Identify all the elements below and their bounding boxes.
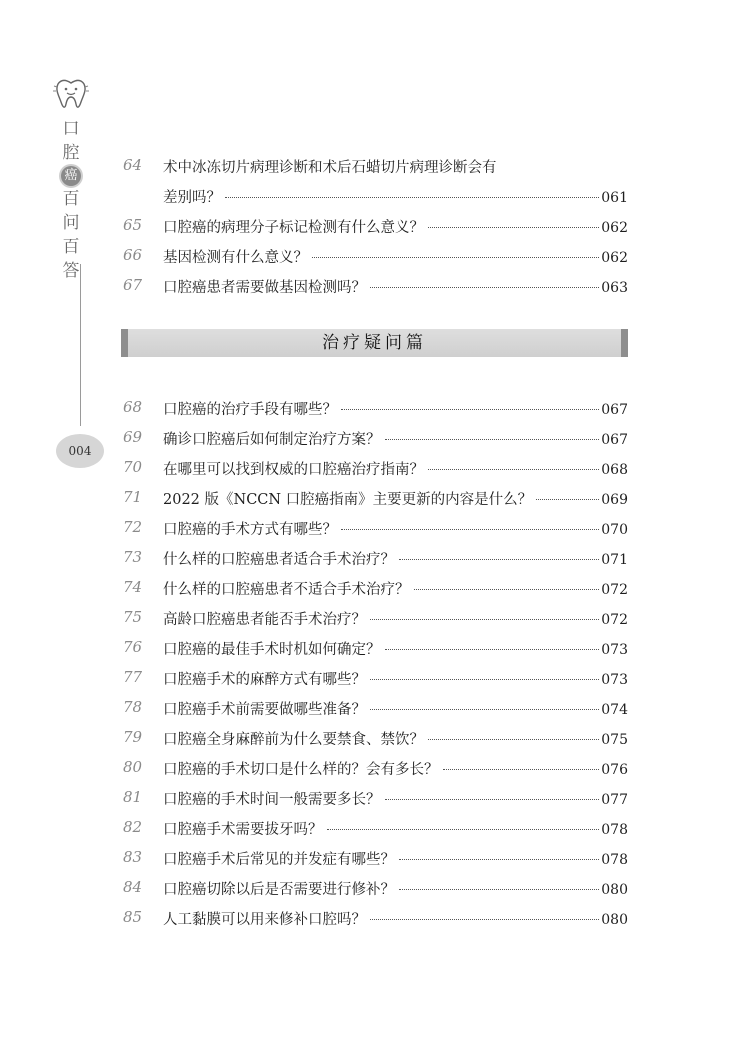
entry-title: 口腔癌手术后常见的并发症有哪些？ xyxy=(163,852,395,868)
leader-dots xyxy=(370,709,599,710)
entry-title: 口腔癌的治疗手段有哪些？ xyxy=(163,402,337,418)
entry-title: 基因检测有什么意义？ xyxy=(163,250,308,266)
toc-entry[interactable] xyxy=(123,270,628,300)
entry-number: 72 xyxy=(123,518,143,536)
entry-title: 口腔癌的最佳手术时机如何确定？ xyxy=(163,642,381,658)
entry-title: 术中冰冻切片病理诊断和术后石蜡切片病理诊断会有 xyxy=(163,160,497,176)
entry-page: 068 xyxy=(601,462,628,478)
entry-number: 74 xyxy=(123,578,143,596)
entry-page: 076 xyxy=(601,762,628,778)
toc-entry[interactable] xyxy=(123,452,628,482)
leader-dots xyxy=(428,227,599,228)
entry-number: 68 xyxy=(123,398,143,416)
leader-dots xyxy=(536,499,599,500)
leader-dots xyxy=(428,469,599,470)
entry-title: 口腔癌手术的麻醉方式有哪些？ xyxy=(163,672,366,688)
entry-number: 69 xyxy=(123,428,143,446)
leader-dots xyxy=(399,859,599,860)
toc-entry-continued[interactable] xyxy=(123,180,628,210)
entry-title: 口腔癌的病理分子标记检测有什么意义？ xyxy=(163,220,424,236)
book-title-char: 问 xyxy=(62,213,80,233)
vertical-divider xyxy=(80,264,81,426)
entry-page: 067 xyxy=(601,432,628,448)
toc-entry[interactable] xyxy=(123,902,628,932)
section-title: 治疗疑问篇 xyxy=(322,333,427,353)
toc-entry[interactable] xyxy=(123,542,628,572)
leader-dots xyxy=(399,559,599,560)
entry-number: 66 xyxy=(123,246,143,264)
leader-dots xyxy=(385,439,600,440)
entry-page: 071 xyxy=(601,552,628,568)
section-heading xyxy=(121,329,628,357)
entry-page: 063 xyxy=(601,280,628,296)
leader-dots xyxy=(327,829,600,830)
entry-page: 067 xyxy=(601,402,628,418)
toc-entry[interactable] xyxy=(123,422,628,452)
entry-title: 什么样的口腔癌患者不适合手术治疗？ xyxy=(163,582,410,598)
leader-dots xyxy=(399,889,599,890)
toc-entry[interactable] xyxy=(123,632,628,662)
leader-dots xyxy=(414,589,600,590)
entry-page: 080 xyxy=(601,912,628,928)
toc-entry[interactable] xyxy=(123,482,628,512)
leader-dots xyxy=(341,529,599,530)
toc-entry[interactable] xyxy=(123,572,628,602)
entry-number: 67 xyxy=(123,276,143,294)
entry-title: 口腔癌全身麻醉前为什么要禁食、禁饮？ xyxy=(163,732,424,748)
entry-number: 78 xyxy=(123,698,143,716)
entry-number: 71 xyxy=(123,488,143,506)
entry-page: 077 xyxy=(601,792,628,808)
entry-page: 080 xyxy=(601,882,628,898)
toc-entry[interactable] xyxy=(123,512,628,542)
toc-entry[interactable] xyxy=(123,842,628,872)
entry-number: 80 xyxy=(123,758,143,776)
entry-page: 072 xyxy=(601,582,628,598)
entry-title: 2022 版《NCCN 口腔癌指南》主要更新的内容是什么？ xyxy=(163,492,533,508)
entry-number: 73 xyxy=(123,548,143,566)
leader-dots xyxy=(312,257,599,258)
entry-title: 口腔癌患者需要做基因检测吗？ xyxy=(163,280,366,296)
entry-number: 83 xyxy=(123,848,143,866)
entry-number: 85 xyxy=(123,908,143,926)
entry-title: 口腔癌切除以后是否需要进行修补？ xyxy=(163,882,395,898)
entry-page: 073 xyxy=(601,642,628,658)
entry-title: 什么样的口腔癌患者适合手术治疗？ xyxy=(163,552,395,568)
book-title-vertical xyxy=(56,118,86,284)
section-right-cap xyxy=(621,329,628,357)
book-title-char: 答 xyxy=(62,261,80,281)
leader-dots xyxy=(385,649,600,650)
entry-number: 84 xyxy=(123,878,143,896)
entry-title: 口腔癌的手术方式有哪些？ xyxy=(163,522,337,538)
toc-entry[interactable] xyxy=(123,602,628,632)
toc-entry[interactable] xyxy=(123,150,628,180)
entry-number: 79 xyxy=(123,728,143,746)
entry-page: 078 xyxy=(601,852,628,868)
entry-page: 072 xyxy=(601,612,628,628)
toc-entry[interactable] xyxy=(123,662,628,692)
entry-page: 062 xyxy=(601,250,628,266)
book-title-char-highlight: 癌 xyxy=(61,166,81,186)
entry-number: 81 xyxy=(123,788,143,806)
toc-entry[interactable] xyxy=(123,752,628,782)
page-number: 004 xyxy=(56,434,104,468)
entry-page: 062 xyxy=(601,220,628,236)
entry-title: 人工黏膜可以用来修补口腔吗？ xyxy=(163,912,366,928)
entry-title: 确诊口腔癌后如何制定治疗方案？ xyxy=(163,432,381,448)
entry-page: 073 xyxy=(601,672,628,688)
entry-number: 77 xyxy=(123,668,143,686)
entry-number: 76 xyxy=(123,638,143,656)
toc-entry[interactable] xyxy=(123,722,628,752)
leader-dots xyxy=(370,679,599,680)
toc-entry[interactable] xyxy=(123,392,628,422)
entry-number: 65 xyxy=(123,216,143,234)
entry-title: 在哪里可以找到权威的口腔癌治疗指南？ xyxy=(163,462,424,478)
entry-title-continued: 差别吗？ xyxy=(163,190,221,206)
toc-entry[interactable] xyxy=(123,782,628,812)
toc-entry[interactable] xyxy=(123,872,628,902)
toc-top xyxy=(123,150,628,300)
leader-dots xyxy=(370,619,599,620)
entry-title: 口腔癌的手术时间一般需要多长？ xyxy=(163,792,381,808)
entry-title: 口腔癌的手术切口是什么样的？会有多长？ xyxy=(163,762,439,778)
book-title-char: 百 xyxy=(62,237,80,257)
entry-page: 075 xyxy=(601,732,628,748)
leader-dots xyxy=(370,919,599,920)
entry-title: 高龄口腔癌患者能否手术治疗？ xyxy=(163,612,366,628)
entry-page: 069 xyxy=(601,492,628,508)
leader-dots xyxy=(385,799,600,800)
margin-strip xyxy=(46,78,96,498)
entry-title: 口腔癌手术前需要做哪些准备？ xyxy=(163,702,366,718)
toc-entry[interactable] xyxy=(123,210,628,240)
leader-dots xyxy=(443,769,600,770)
entry-page: 074 xyxy=(601,702,628,718)
entry-number: 75 xyxy=(123,608,143,626)
leader-dots xyxy=(370,287,599,288)
entry-page: 061 xyxy=(601,190,628,206)
toc-entry[interactable] xyxy=(123,240,628,270)
book-title-char: 口 xyxy=(62,119,80,139)
leader-dots xyxy=(428,739,599,740)
entry-number: 82 xyxy=(123,818,143,836)
toc-entry[interactable] xyxy=(123,812,628,842)
leader-dots xyxy=(225,197,599,198)
entry-title: 口腔癌手术需要拔牙吗？ xyxy=(163,822,323,838)
entry-page: 078 xyxy=(601,822,628,838)
entry-page: 070 xyxy=(601,522,628,538)
book-title-char: 腔 xyxy=(62,143,80,163)
leader-dots xyxy=(341,409,599,410)
toc-entry[interactable] xyxy=(123,692,628,722)
book-title-char: 百 xyxy=(62,189,80,209)
entry-number: 64 xyxy=(123,156,143,174)
entry-number: 70 xyxy=(123,458,143,476)
toc-bottom xyxy=(123,392,628,932)
tooth-icon xyxy=(52,78,90,112)
